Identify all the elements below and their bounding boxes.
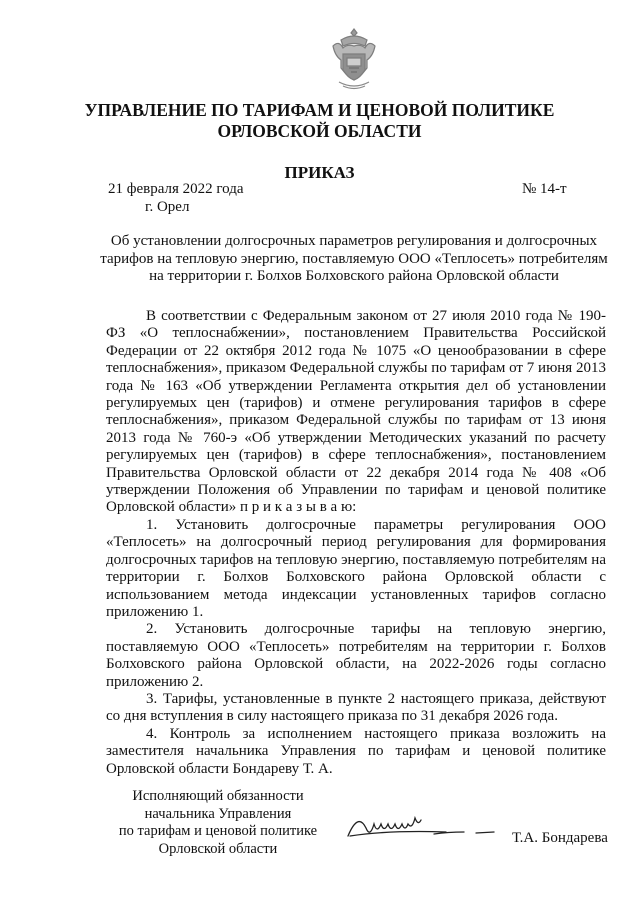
signatory-position-line3: по тарифам и ценовой политике bbox=[118, 823, 318, 839]
handwritten-signature-icon bbox=[340, 806, 500, 846]
document-date: 21 февраля 2022 года bbox=[108, 181, 244, 197]
document-subject: Об установлении долгосрочных параметров регулирования и долгосрочных тарифов на тепловую энергию, поставляемую ООО «Теплосеть» потребителям на территории г. Болхов Болховского района Орловской области bbox=[100, 233, 608, 284]
signatory-position-line4: Орловской области bbox=[158, 840, 278, 857]
organization-name-line2: ОРЛОВСКОЙ ОБЛАСТИ bbox=[217, 121, 422, 141]
document-title: ПРИКАЗ bbox=[284, 163, 355, 182]
document-number: № 14-т bbox=[522, 181, 567, 197]
order-item-4: 4. Контроль за исполнением настоящего приказа возложить на заместителя начальника Управления по тарифам и ценовой политике Орловской области Бондареву Т. А. bbox=[106, 725, 606, 777]
signatory-name: Т.А. Бондарева bbox=[512, 830, 608, 846]
order-item-1: 1. Установить долгосрочные параметры регулирования ООО «Теплосеть» на долгосрочный период регулирования для формирования долгосрочных тарифов на тепловую энергию, поставляемую потребителям на территории г. Болхов Болховского района Орловской области с использованием метода индексации установленных тарифов согласно приложению 1. bbox=[106, 516, 606, 620]
signatory-position bbox=[108, 788, 328, 858]
organization-name-line1: УПРАВЛЕНИЕ ПО ТАРИФАМ И ЦЕНОВОЙ ПОЛИТИКЕ bbox=[84, 100, 555, 120]
signatory-position-line1: Исполняющий обязанности bbox=[132, 788, 304, 804]
coat-of-arms-icon bbox=[329, 26, 379, 92]
order-item-3: 3. Тарифы, установленные в пункте 2 настоящего приказа, действуют со дня вступления в силу настоящего приказа по 31 декабря 2026 года. bbox=[106, 690, 606, 725]
signatory-position-line2: начальника Управления bbox=[144, 805, 292, 822]
order-item-2: 2. Установить долгосрочные тарифы на тепловую энергию, поставляемую ООО «Теплосеть» потребителям на территории г. Болхов Болховского района Орловской области, на 2022-2026 годы согласно приложению 2. bbox=[106, 621, 606, 690]
document-city: г. Орел bbox=[145, 199, 190, 215]
preamble-paragraph: В соответствии с Федеральным законом от 27 июля 2010 года № 190-ФЗ «О теплоснабжении», постановлением Правительства Российской Федерации от 22 октября 2012 года № 1075 «О ценообразовании в сфере теплоснабжения», приказом Федеральной службы по тарифам от 7 июня 2013 года № 163 «Об утверждении Регламента открытия дел об установлении регулируемых цен (тарифов) и отмене регулирования тарифов в сфере теплоснабжения», приказом Федеральной службы по тарифам от 13 июня 2013 года № 760-э «Об утверждении Методических указаний по расчету регулируемых цен (тарифов) в сфере теплоснабжения», постановлением Правительства Орловской области от 22 декабря 2014 года № 408 «Об утверждении Положения об Управлении по тарифам и ценовой политике Орловской области» п р и к а з ы в а ю: bbox=[106, 308, 606, 516]
document-body bbox=[106, 308, 606, 778]
